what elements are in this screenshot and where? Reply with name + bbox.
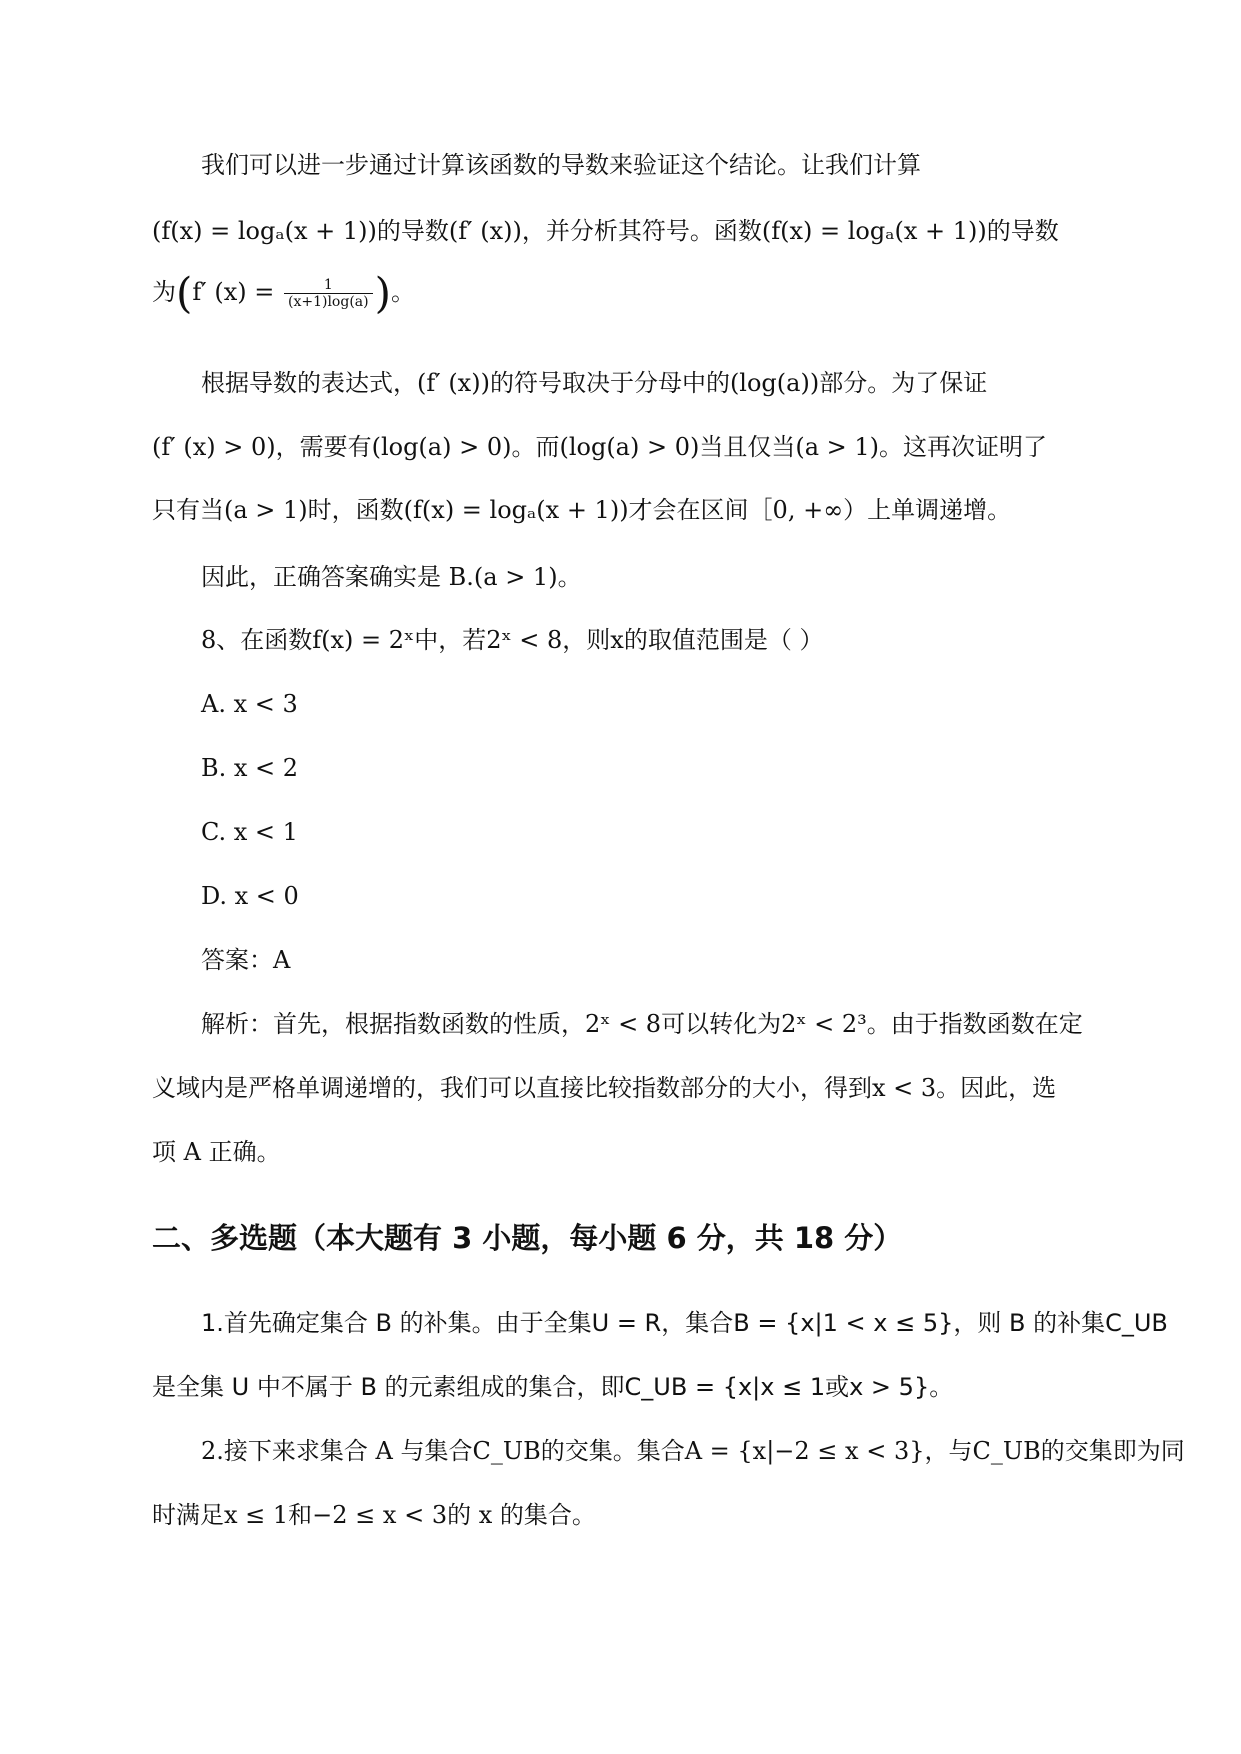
formula-lhs: f′ (x) = bbox=[192, 278, 275, 306]
option-b: B. x < 2 bbox=[201, 754, 299, 782]
solution-line: 1.首先确定集合 B 的补集。由于全集U = R，集合B = {x|1 < x ≤ 5}，则 B 的补集C_UB bbox=[201, 1309, 1168, 1337]
option-d: D. x < 0 bbox=[201, 882, 299, 910]
right-paren: ) bbox=[374, 268, 391, 318]
paragraph-line: (f(x) = logₐ(x + 1))的导数(f′ (x))，并分析其符号。函数(f(x) = logₐ(x + 1))的导数 bbox=[152, 217, 1059, 245]
paragraph-line: 根据导数的表达式，(f′ (x))的符号取决于分母中的(log(a))部分。为了保证 bbox=[201, 369, 988, 397]
option-c: C. x < 1 bbox=[201, 818, 298, 846]
option-a: A. x < 3 bbox=[201, 690, 298, 718]
question-stem: 8、在函数f(x) = 2ˣ中，若2ˣ < 8，则x的取值范围是（ ） bbox=[201, 626, 824, 654]
fraction bbox=[284, 277, 373, 310]
solution-line: 2.接下来求集合 A 与集合C_UB的交集。集合A = {x|−2 ≤ x < 3}，与C_UB的交集即为同 bbox=[201, 1437, 1185, 1465]
fraction-numerator: 1 bbox=[323, 277, 333, 293]
analysis-line: 义域内是严格单调递增的，我们可以直接比较指数部分的大小，得到x < 3。因此，选 bbox=[152, 1074, 1057, 1102]
paragraph-line: 只有当(a > 1)时，函数(f(x) = logₐ(x + 1))才会在区间［0, +∞）上单调递增。 bbox=[152, 496, 1012, 524]
paragraph-line: (f′ (x) > 0)，需要有(log(a) > 0)。而(log(a) > 0)当且仅当(a > 1)。这再次证明了 bbox=[152, 433, 1048, 461]
formula-suffix: 。 bbox=[391, 278, 415, 306]
solution-line: 是全集 U 中不属于 B 的元素组成的集合，即C_UB = {x|x ≤ 1或x > 5}。 bbox=[152, 1373, 954, 1401]
formula-prefix: 为 bbox=[152, 278, 176, 306]
left-paren: ( bbox=[176, 268, 193, 318]
answer-line: 答案：A bbox=[201, 946, 291, 974]
solution-line: 时满足x ≤ 1和−2 ≤ x < 3的 x 的集合。 bbox=[152, 1501, 596, 1529]
analysis-line: 解析：首先，根据指数函数的性质，2ˣ < 8可以转化为2ˣ < 2³。由于指数函数在定 bbox=[201, 1010, 1083, 1038]
section-heading: 二、多选题（本大题有 3 小题，每小题 6 分，共 18 分） bbox=[152, 1221, 903, 1255]
derivative-formula-line bbox=[152, 268, 1091, 318]
analysis-line: 项 A 正确。 bbox=[152, 1138, 281, 1166]
paragraph-line: 因此，正确答案确实是 B.(a > 1)。 bbox=[201, 563, 582, 591]
paragraph-line: 我们可以进一步通过计算该函数的导数来验证这个结论。让我们计算 bbox=[201, 151, 921, 179]
fraction-denominator: (x+1)log(a) bbox=[284, 293, 373, 310]
